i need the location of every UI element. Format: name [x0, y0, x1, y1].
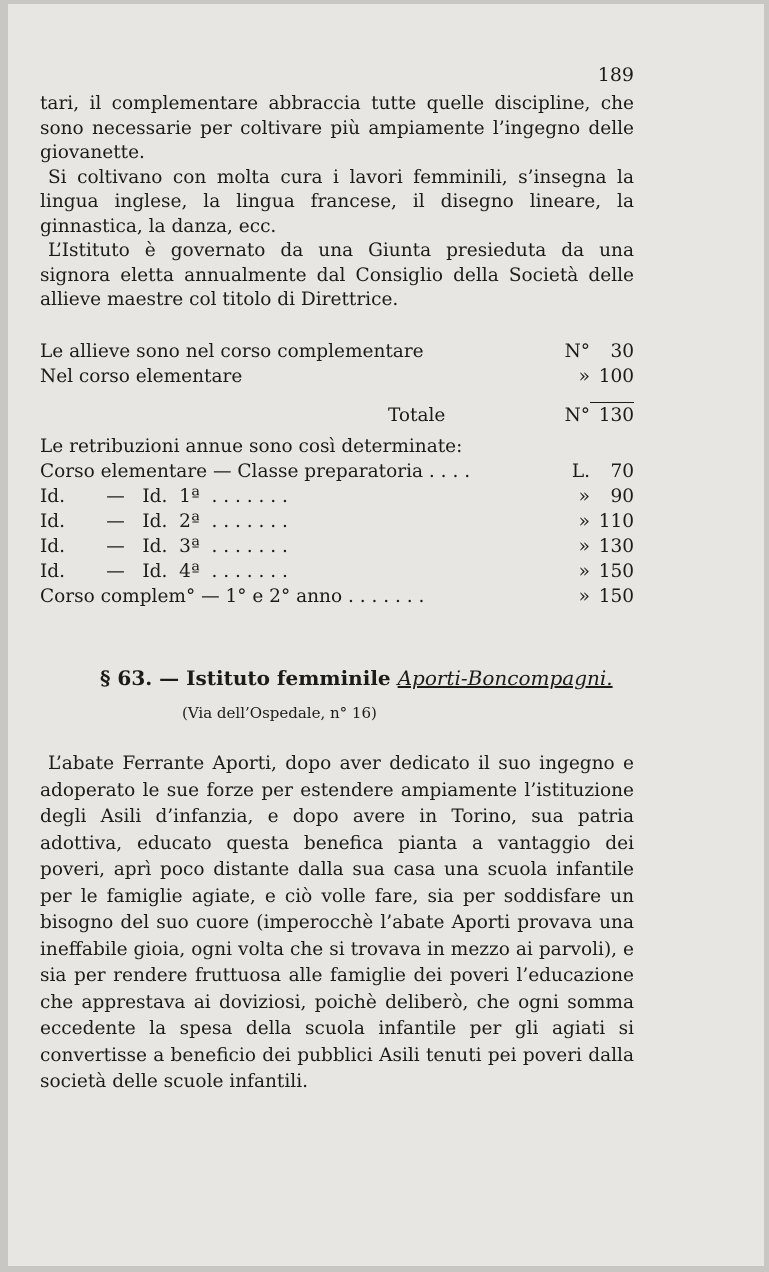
total-rule [590, 402, 634, 403]
total-row [40, 405, 634, 430]
table-row [40, 511, 634, 536]
row-unit: N° [564, 341, 590, 362]
section-name: Aporti-Boncompagni. [397, 666, 613, 690]
table-row [40, 341, 634, 366]
row-unit: » [578, 511, 590, 532]
table-row [40, 586, 634, 611]
table-row [40, 536, 634, 561]
allieve-table [40, 341, 634, 611]
intro-paragraph-2: Si coltivano con molta cura i lavori femminili, s’insegna la lingua inglese, la lingua francese, il disegno lineare, la ginnastica, la danza, ecc. [40, 166, 634, 237]
row-value: 110 [598, 511, 634, 532]
row-value: 30 [610, 341, 634, 362]
row-unit: » [578, 486, 590, 507]
row-label: Id. — Id. 2ª . . . . . . . [40, 511, 288, 532]
section-address: (Via dell’Ospedale, n° 16) [182, 704, 377, 722]
total-unit: N° [564, 405, 590, 426]
intro-paragraph-3: L’Istituto è governato da una Giunta presieduta da una signora eletta annualmente dal Consiglio della Società delle allieve maestre col titolo di Direttrice. [40, 240, 634, 310]
row-value: 150 [598, 561, 634, 582]
total-value: 130 [598, 405, 634, 426]
section-title: Istituto femminile [186, 666, 391, 690]
body-text [40, 751, 634, 1096]
row-label: Le allieve sono nel corso complementare [40, 341, 424, 362]
body-paragraph: L’abate Ferrante Aporti, dopo aver dedicato il suo ingegno e adoperato le sue forze per estendere ampiamente l’istituzione degli Asili d’infanzia, e dopo avere in Torino, sua patria adottiva, educato questa benefica pianta a vantaggio dei poveri, aprì poco distante dalla sua casa una scuola infantile per le famiglie agiate, e ciò volle fare, sia per soddisfare un bisogno del suo cuore (imperocchè l’abate Aporti provava una ineffabile gioia, ogni volta che si trovava in mezzo ai parvoli), e sia per rendere fruttuosa alle famiglie dei poveri l’educazione che apprestava ai doviziosi, poichè deliberò, che ogni somma eccedente la spesa della scuola infantile per gli agiati si convertisse a beneficio dei pubblici Asili tenuti pei poveri dalla società delle scuole infantili. [40, 753, 634, 1092]
row-value: 70 [610, 461, 634, 482]
section-heading [100, 666, 613, 690]
retribuzioni-heading-text: Le retribuzioni annue sono così determinate: [40, 436, 463, 457]
row-label: Id. — Id. 1ª . . . . . . . [40, 486, 288, 507]
section-number: § 63. — [100, 666, 180, 690]
table-row [40, 561, 634, 586]
table-row [40, 366, 634, 391]
row-unit: L. [571, 461, 590, 482]
row-label: Corso complem° — 1° e 2° anno . . . . . . . [40, 586, 425, 607]
row-unit: » [578, 536, 590, 557]
row-label: Id. — Id. 4ª . . . . . . . [40, 561, 288, 582]
total-label: Totale [388, 405, 446, 426]
table-row [40, 486, 634, 511]
row-value: 90 [610, 486, 634, 507]
row-unit: » [578, 586, 590, 607]
row-unit: » [578, 366, 590, 387]
retribuzioni-heading [40, 436, 634, 461]
row-value: 130 [598, 536, 634, 557]
row-label: Id. — Id. 3ª . . . . . . . [40, 536, 288, 557]
page-number: 189 [597, 64, 634, 86]
row-value: 150 [598, 586, 634, 607]
table-row [40, 461, 634, 486]
row-label: Nel corso elementare [40, 366, 243, 387]
row-label: Corso elementare — Classe preparatoria . . . . [40, 461, 471, 482]
intro-paragraph-1: tari, il complementare abbraccia tutte quelle discipline, che sono necessarie per coltivare più ampiamente l’ingegno delle giovanette. [40, 93, 634, 163]
intro-text [40, 92, 634, 313]
row-value: 100 [598, 366, 634, 387]
book-page [8, 4, 764, 1266]
row-unit: » [578, 561, 590, 582]
